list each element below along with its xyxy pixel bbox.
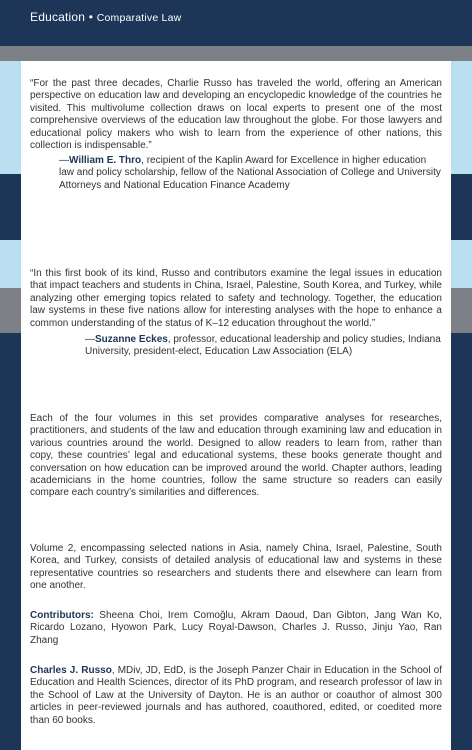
praise-quote: “In this first book of its kind, Russo and contributors examine the legal issues in education that impact teachers and students in China, Israel, Palestine, South Korea, and Turkey, while analyzing other emerging topics related to safety and technology. Together, the education law systems in these five nations allow for interesting analyses with the hope to enhance a common understanding of the status of K–12 education throughout the world.” — [30, 268, 442, 329]
reviewer-name: William E. Thro — [69, 155, 142, 166]
praise-attribution — [85, 334, 442, 359]
category-sub: Comparative Law — [96, 12, 182, 24]
gray-band — [0, 46, 472, 61]
contributors — [30, 610, 442, 647]
praise-quote: “For the past three decades, Charlie Russo has traveled the world, offering an American perspective on education law and developing an encyclopedic knowledge of the countries he visited. This multivolume collection draws on local experts to present one of the most comprehensive overviews of the education law throughout the globe. For those lawyers and educational policy makers who wish to learn from the experience of other nations, this collection is indispensable.” — [30, 78, 442, 152]
author-bio-text: , MDiv, JD, EdD, is the Joseph Panzer Chair in Education in the School of Education and Health Sciences, director of its PhD program, and research professor of law in the School of Law at the University of Dayton. He is an author or coauthor of almost 300 articles in peer-reviewed journals and has authored, coauthored, edited, or coedited more than 60 books. — [30, 665, 442, 726]
reviewer-affiliation: , professor, educational leadership and policy studies, Indiana University, president-elect, Education Law Association (ELA) — [85, 334, 441, 358]
author-bio — [30, 665, 442, 727]
contributors-names: Sheena Choi, Irem Comoğlu, Akram Daoud, Dan Gibton, Jang Wan Ko, Ricardo Lozano, Hyowon Park, Lucy Royal-Dawson, Charles J. Russo, Jinju Yao, Ran Zhang — [30, 610, 442, 646]
reviewer-affiliation: , recipient of the Kaplin Award for Excellence in higher education law and policy scholarship, fellow of the National Association of College and University Attorneys and National Education Finance Academy — [59, 155, 441, 191]
praise-attribution — [59, 155, 442, 192]
category-main: Education — [30, 10, 86, 24]
category-line — [30, 10, 181, 24]
reviewer-name: Suzanne Eckes — [95, 334, 168, 345]
description-paragraph: Each of the four volumes in this set provides comparative analyses for researches, practitioners, and students of the law and education through examining law and education in various countries around the world. Designed to allow readers to learn from, rather than copy, these countries’ legal and educational systems, these books generate thought and conversation on how education can be improved around the world. Chapter authors, leading academicians in the home countries, follow the same structure so readers can easily compare each country’s similarities and differences. — [30, 413, 442, 499]
author-name: Charles J. Russo — [30, 665, 112, 676]
contributors-label: Contributors: — [30, 610, 94, 621]
category-separator: • — [88, 10, 94, 24]
attribution-dash: — — [85, 334, 95, 345]
attribution-dash: — — [59, 155, 69, 166]
description-paragraph: Volume 2, encompassing selected nations in Asia, namely China, Israel, Palestine, South Korea, and Turkey, consists of detailed analysis of educational law and systems in these representative countries so researchers and students there and elsewhere can learn from one another. — [30, 543, 442, 592]
